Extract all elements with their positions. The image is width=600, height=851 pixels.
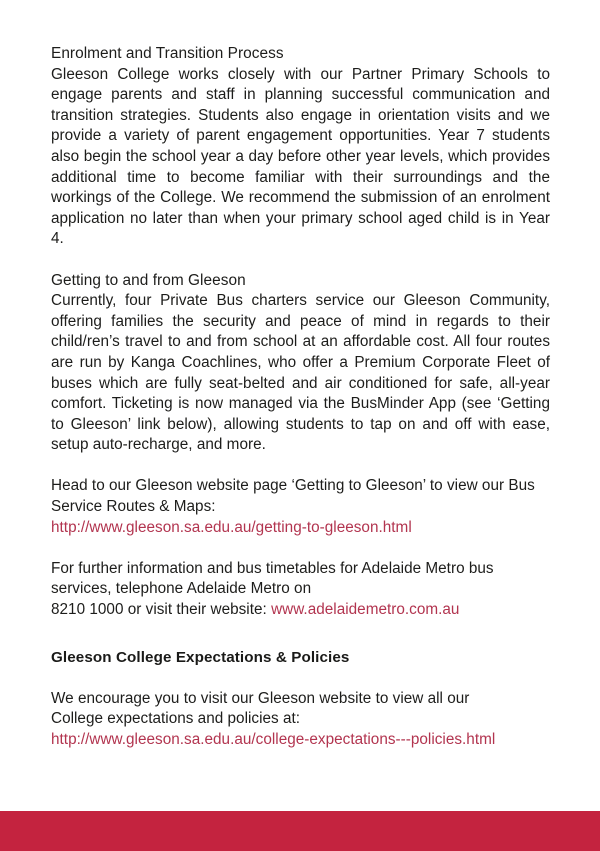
paragraph-spacer	[51, 668, 550, 689]
paragraph-spacer	[51, 538, 550, 559]
paragraph-spacer	[51, 250, 550, 271]
heading-gleeson-college-expectations-and-policies: Gleeson College Expectations & Policies	[51, 648, 350, 666]
paragraph-bus-routes-intro: Head to our Gleeson website page ‘Getting to Gleeson’ to view our Bus Service Routes & Maps:	[51, 477, 535, 516]
link-getting-to-gleeson[interactable]: http://www.gleeson.sa.edu.au/getting-to-gleeson.html	[51, 518, 412, 536]
section-spacer	[51, 621, 550, 648]
paragraph-adelaide-metro-intro-line2: services, telephone Adelaide Metro on	[51, 580, 312, 598]
paragraph-adelaide-metro-intro-line1: For further information and bus timetables for Adelaide Metro bus	[51, 559, 494, 577]
paragraph-getting-to-and-from-gleeson: Currently, four Private Bus charters service our Gleeson Community, offering families the security and peace of mind in regards to their child/ren’s travel to and from school at an affordable cost. All four routes are run by Kanga Coachlines, who offer a Premium Corporate Fleet of buses which are fully seat-belted and air conditioned for safe, all-year comfort. Ticketing is now managed via the BusMinder App (see ‘Getting to Gleeson’ link below), allowing students to tap on and off with ease, setup auto-recharge, and more.	[51, 292, 550, 454]
document-content	[51, 44, 550, 751]
link-college-expectations-policies[interactable]: http://www.gleeson.sa.edu.au/college-expectations---policies.html	[51, 731, 496, 748]
paragraph-enrolment-and-transition-process: Gleeson College works closely with our Partner Primary Schools to engage parents and staff in planning successful communication and transition strategies. Students also engage in orientation visits and we provide a variety of parent engagement opportunities. Year 7 students also begin the school year a day before other year levels, which provides additional time to become familiar with their surroundings and the workings of the College. We recommend the submission of an enrolment application no later than when your primary school aged child is in Year 4.	[51, 65, 550, 248]
expectations-link-line	[51, 730, 550, 751]
link-adelaide-metro-website[interactable]: www.adelaidemetro.com.au	[271, 601, 460, 619]
heading-enrolment-and-transition-process: Enrolment and Transition Process	[51, 45, 284, 62]
adelaide-metro-phone-and-link-line	[51, 600, 550, 621]
heading-getting-to-and-from-gleeson: Getting to and from Gleeson	[51, 271, 246, 289]
paragraph-spacer	[51, 456, 550, 477]
paragraph-expectations-line1: We encourage you to visit our Gleeson website to view all our	[51, 689, 470, 707]
paragraph-expectations-line2: College expectations and policies at:	[51, 710, 301, 728]
bus-routes-link-line	[51, 518, 550, 539]
footer-accent-bar	[0, 811, 600, 851]
text-adelaide-metro-phone: 8210 1000 or visit their website:	[51, 601, 272, 619]
